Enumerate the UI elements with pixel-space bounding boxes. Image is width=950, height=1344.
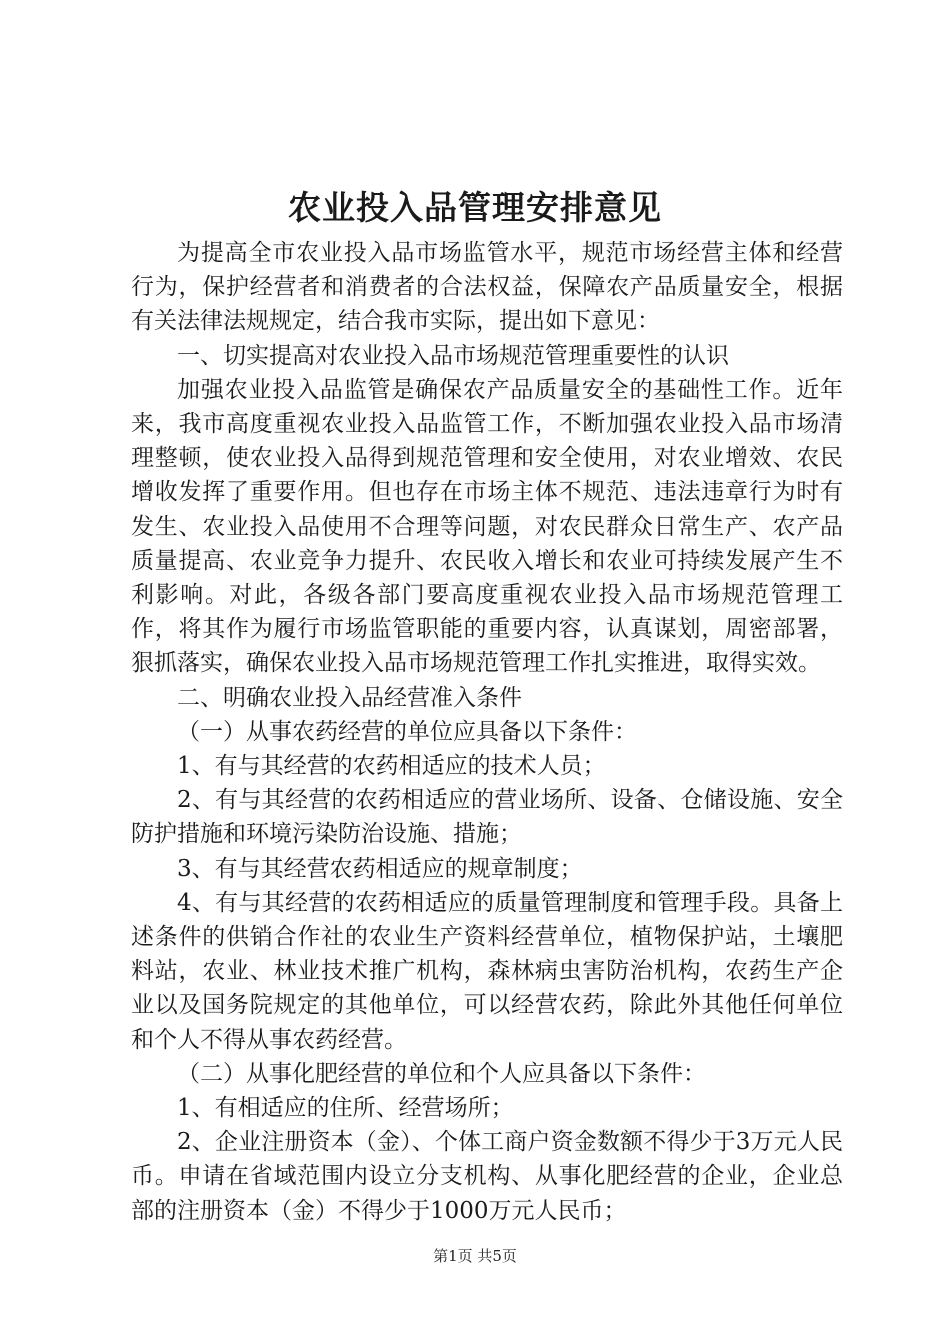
section-heading-2: 二、明确农业投入品经营准入条件 xyxy=(177,684,522,711)
list-item: 4、有与其经营的农药相适应的质量管理制度和管理手段。具备上述条件的供销合作社的农业生产资料经营单位，植物保护站，土壤肥料站，农业、林业技术推广机构，森林病虫害防治机构，农药生产企业以及国务院规定的其他单位，可以经营农药，除此外其他任何单位和个人不得从事农药经营。 xyxy=(131,889,843,1053)
list-item: 1、有相适应的住所、经营场所； xyxy=(177,1095,514,1122)
subsection-heading-fertilizer: （二）从事化肥经营的单位和个人应具备以下条件： xyxy=(177,1060,706,1087)
page-number-footer: 第1页 共5页 xyxy=(433,1247,517,1265)
document-title: 农业投入品管理安排意见 xyxy=(288,188,662,227)
list-item: 3、有与其经营农药相适应的规章制度； xyxy=(177,855,583,882)
intro-paragraph: 为提高全市农业投入品市场监管水平，规范市场经营主体和经营行为，保护经营者和消费者的合法权益，保障农产品质量安全，根据有关法律法规规定，结合我市实际，提出如下意见： xyxy=(131,240,843,335)
subsection-heading-pesticide: （一）从事农药经营的单位应具备以下条件： xyxy=(177,718,637,745)
section-heading-1: 一、切实提高对农业投入品市场规范管理重要性的认识 xyxy=(177,342,729,369)
document-body xyxy=(131,236,843,1228)
list-item: 2、企业注册资本（金）、个体工商户资金数额不得少于3万元人民币。申请在省域范围内设立分支机构、从事化肥经营的企业，企业总部的注册资本（金）不得少于1000万元人民币； xyxy=(131,1129,843,1224)
body-paragraph: 加强农业投入品监管是确保农产品质量安全的基础性工作。近年来，我市高度重视农业投入品监管工作，不断加强农业投入品市场清理整顿，使农业投入品得到规范管理和安全使用，对农业增效、农民增收发挥了重要作用。但也存在市场主体不规范、违法违章行为时有发生、农业投入品使用不合理等问题，对农民群众日常生产、农产品质量提高、农业竞争力提升、农民收入增长和农业可持续发展产生不利影响。对此，各级各部门要高度重视农业投入品市场规范管理工作，将其作为履行市场监管职能的重要内容，认真谋划，周密部署，狠抓落实，确保农业投入品市场规范管理工作扎实推进，取得实效。 xyxy=(131,376,843,677)
list-item: 2、有与其经营的农药相适应的营业场所、设备、仓储设施、安全防护措施和环境污染防治设施、措施； xyxy=(131,787,843,848)
list-item: 1、有与其经营的农药相适应的技术人员； xyxy=(177,753,606,780)
